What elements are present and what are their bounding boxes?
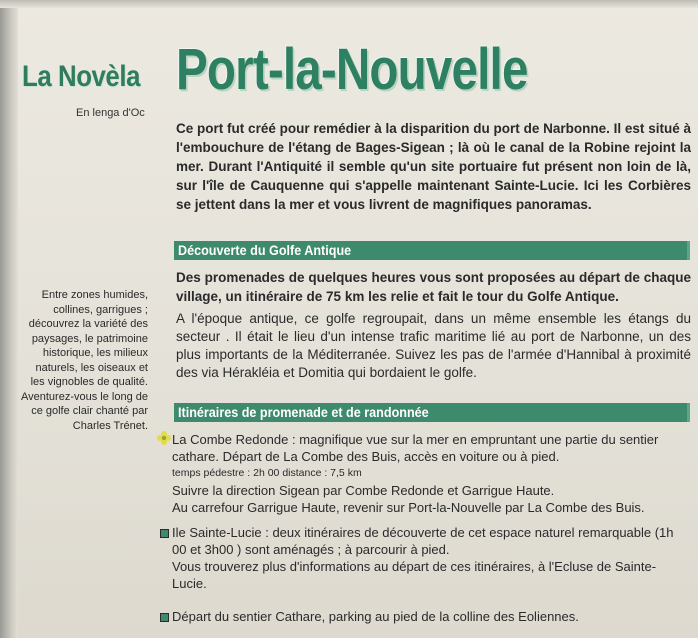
section-heading-label: Découverte du Golfe Antique	[178, 242, 352, 258]
flower-bullet-icon	[156, 430, 172, 446]
item-text: Au carrefour Garrigue Haute, revenir sur Port-la-Nouvelle par La Combe des Buis.	[172, 500, 645, 515]
item-text: Suivre la direction Sigean par Combe Redonde et Garrigue Haute.	[172, 483, 555, 498]
square-bullet-icon	[160, 613, 169, 622]
section-heading-golfe	[174, 241, 690, 260]
item-meta: temps pédestre : 2h 00 distance : 7,5 km	[172, 467, 362, 479]
panel-left-edge	[0, 0, 18, 638]
square-bullet-icon	[160, 529, 169, 538]
section1-lead: Des promenades de quelques heures vous sont proposées au départ de chaque village, un itinéraire de 75 km les relie et fait le tour du Golfe Antique.	[176, 270, 691, 304]
item-text: Départ du sentier Cathare, parking au pied de la colline des Eoliennes.	[172, 609, 579, 624]
list-item	[160, 608, 690, 625]
page-title: Port-la-Nouvelle	[176, 37, 528, 102]
section-heading-label: Itinéraires de promenade et de randonnée	[178, 404, 429, 420]
section1-body: A l'époque antique, ce golfe regroupait, dans un même ensemble les étangs du secteur . Il était le lieu d'un intense trafic maritime lié au port de Narbonne, un des plus importants de la Méditerranée. Suivez les pas de l'armée d'Hannibal à proximité des via Hérakléia et Domitia qui bordaient le golfe.	[176, 311, 691, 380]
list-item	[160, 431, 690, 516]
panel-top-edge	[0, 0, 698, 8]
brand-name: La Novèla	[22, 60, 141, 93]
sidebar-text: Entre zones humides, collines, garrigues ; découvrez la variété des paysages, le patrimoine historique, les milieux naturels, les oiseaux et les vignobles de qualité. Aventurez-vous le long de ce golfe clair chanté par Charles Trénet.	[21, 289, 148, 432]
item-text: Ile Sainte-Lucie : deux itinéraires de découverte de cet espace naturel remarquable (1h 00 et 3h00 ) sont aménagés ; à parcourir à pied.	[172, 525, 674, 557]
item-text: Vous trouverez plus d'informations au départ de ces itinéraires, à l'Ecluse de Sainte-Lucie.	[172, 559, 657, 591]
item-text: La Combe Redonde : magnifique vue sur la mer en empruntant une partie du sentier cathare. Départ de La Combe des Buis, accès en voiture ou à pied.	[172, 432, 659, 464]
brand-subtitle: En lenga d'Oc	[76, 107, 145, 119]
section-heading-itineraires	[174, 403, 690, 422]
list-item	[160, 524, 690, 592]
intro-paragraph: Ce port fut créé pour remédier à la disparition du port de Narbonne. Il est situé à l'embouchure de l'étang de Bages-Sigean ; là où le canal de la Robine rejoint la mer. Durant l'Antiquité il semble qu'un site portuaire fut présent non loin de là, sur l'île de Cauquenne qui s'appelle maintenant Sainte-Lucie. Ici les Corbières se jettent dans la mer et vous livrent de magnifiques panoramas.	[176, 121, 691, 212]
